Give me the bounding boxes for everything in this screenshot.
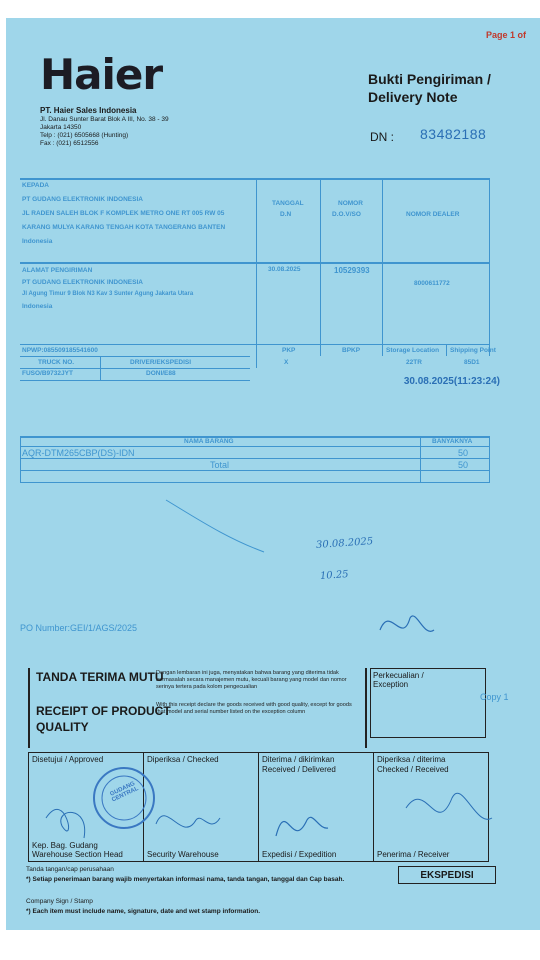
storage-location-label: Storage Location <box>386 347 440 354</box>
tanggal-label: TANGGAL <box>272 200 304 207</box>
sign-box-role: Security Warehouse <box>147 850 219 859</box>
alamat-address: Jl Agung Timur 9 Blok N3 Kav 3 Sunter Agung Jakarta Utara <box>22 291 194 297</box>
npwp: NPWP:085509185541600 <box>22 347 98 354</box>
address-line: Jakarta 14350 <box>40 124 82 131</box>
ekspedisi-box: EKSPEDISI <box>398 866 496 884</box>
alamat-name: PT GUDANG ELEKTRONIK INDONESIA <box>22 279 143 286</box>
po-number: PO Number:GEI/1/AGS/2025 <box>20 623 138 633</box>
phone-line: Telp : (021) 6505668 (Hunting) <box>40 132 129 139</box>
kepada-name: PT GUDANG ELEKTRONIK INDONESIA <box>22 196 143 203</box>
kepada-label: KEPADA <box>22 182 49 189</box>
nomor-value: 10529393 <box>334 266 370 275</box>
nomor-label: NOMOR <box>338 200 363 207</box>
tanggal-value: 30.08.2025 <box>268 266 301 273</box>
pen-scribble <box>166 500 264 552</box>
signature-top <box>380 616 434 631</box>
receipt-text-id: Dengan lembaran ini juga, menyatakan bahwa barang yang diterima tidak bermasalah secara manajemen mutu, kecuali barang yang model dan nomor serinya tertera pada kolom pengecualian <box>156 670 347 690</box>
sign-box-role: Penerima / Receiver <box>377 850 450 859</box>
handwritten-date: 30.08.2025 <box>315 536 374 551</box>
footer-note: Tanda tangan/cap perusahaan <box>26 866 114 873</box>
sign-box-title: Received / Delivered <box>262 765 336 774</box>
sign-box-role: Warehouse Section Head <box>32 850 123 859</box>
kepada-address: KARANG MULYA KARANG TENGAH KOTA TANGERANG BANTEN <box>22 224 226 231</box>
ink-overlay <box>6 18 540 930</box>
sign-box-title: Diperiksa / Checked <box>147 755 219 764</box>
sign-box-title: Diperiksa / diterima <box>377 755 446 764</box>
kepada-address: JL RADEN SALEH BLOK F KOMPLEK METRO ONE RT 005 RW 05 <box>22 210 225 217</box>
footer-note: Company Sign / Stamp <box>26 898 93 905</box>
footer-note: *) Setiap penerimaan barang wajib menyertakan informasi nama, tanda tangan, tanggal dan Cap basah. <box>26 876 345 883</box>
dn-label: DN : <box>370 130 394 144</box>
signature-approved <box>46 809 85 838</box>
signature-receiver <box>406 793 492 819</box>
receipt-text-en: With this receipt declare the goods received with good quality, except for goods that model and serial number listed on the exception column <box>156 702 352 715</box>
nomor-sub: D.O.V/SO <box>332 211 361 218</box>
bpkp-label: BPKP <box>342 347 361 354</box>
document-title-en: Delivery Note <box>368 89 458 105</box>
truck-value: FUSO/B9732JYT <box>22 370 73 377</box>
handwritten-time: 10.25 <box>319 569 349 582</box>
receipt-title-en: QUALITY <box>36 720 89 734</box>
company-name: PT. Haier Sales Indonesia <box>40 106 137 115</box>
footer-note: *) Each item must include name, signature, date and wet stamp information. <box>26 908 261 915</box>
driver-label: DRIVER/EKSPEDISI <box>130 359 192 366</box>
sign-box-role: Kep. Bag. Gudang <box>32 841 98 850</box>
alamat-address: Indonesia <box>22 303 53 310</box>
exception-label-en: Exception <box>373 680 409 689</box>
haier-logo: Haier <box>40 50 163 99</box>
item-qty: 50 <box>458 448 469 458</box>
col-banyaknya: BANYAKNYA <box>432 438 473 445</box>
exception-label: Perkecualian / <box>373 671 424 680</box>
fax-line: Fax : (021) 6512556 <box>40 140 99 147</box>
total-label: Total <box>210 460 230 470</box>
delivery-note-sheet <box>6 18 540 930</box>
dealer-value: 8000611772 <box>414 280 450 287</box>
col-nama-barang: NAMA BARANG <box>184 438 234 445</box>
address-line: Jl. Danau Sunter Barat Blok A III, No. 38 - 39 <box>40 116 169 123</box>
sign-box-title: Diterima / dikirimkan <box>262 755 335 764</box>
sign-box-title: Disetujui / Approved <box>32 755 104 764</box>
stamp-text: GUDANG CENTRAL <box>109 780 140 804</box>
nomor-dealer-label: NOMOR DEALER <box>406 211 460 218</box>
item-name: AQR-DTM265CBP(DS)-IDN <box>22 448 135 458</box>
total-qty: 50 <box>458 460 469 470</box>
shipping-point-label: Shipping Point <box>450 347 496 354</box>
receipt-title-en: RECEIPT OF PRODUCT <box>36 704 171 718</box>
copy-label: Copy 1 <box>480 692 509 702</box>
kepada-address: Indonesia <box>22 238 53 245</box>
tanggal-sub: D.N <box>280 211 292 218</box>
signature-delivered <box>276 817 328 836</box>
storage-location-value: 22TR <box>406 359 422 366</box>
pkp-value: X <box>284 359 289 366</box>
print-datetime: 30.08.2025(11:23:24) <box>403 376 500 387</box>
truck-label: TRUCK NO. <box>38 359 75 366</box>
driver-value: DONI/E88 <box>146 370 176 377</box>
alamat-label: ALAMAT PENGIRIMAN <box>22 267 93 274</box>
sign-box-role: Expedisi / Expedition <box>262 850 337 859</box>
sign-box-title: Checked / Received <box>377 765 449 774</box>
dn-number: 83482188 <box>420 126 487 142</box>
receipt-title-id: TANDA TERIMA MUTU <box>36 670 164 684</box>
shipping-point-value: 85D1 <box>464 359 480 366</box>
document-title-id: Bukti Pengiriman / <box>368 71 491 87</box>
pkp-label: PKP <box>282 347 296 354</box>
signature-checked <box>156 816 220 827</box>
page-of-label: Page 1 of <box>485 30 526 40</box>
